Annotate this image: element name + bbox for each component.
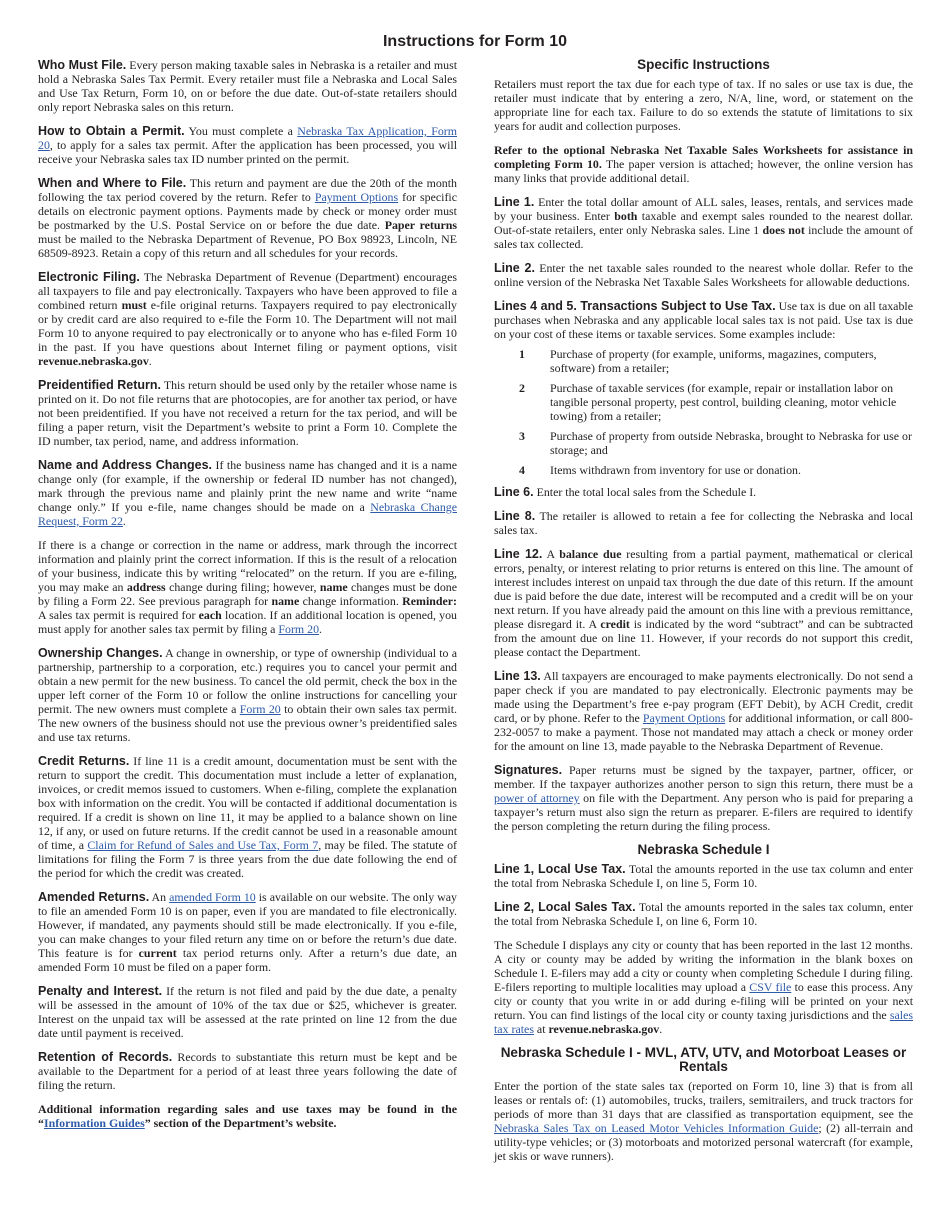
power-of-attorney-link[interactable]: power of attorney [494,791,580,805]
credit-returns: Credit Returns. If line 11 is a credit amount, documentation must be sent with the return to support the credit. This documentation must include a letter of explanation, invoices, or credit memos issued to customers. When e-filing, complete the explanation box with information on the credit. You will be contacted if additional documentation is required. If a credit is shown on line 11, it may be applied to a balance shown on line 12, if any, or used on future returns. If the credit cannot be used in a reasonable amount of time, a Claim for Refund of Sales and Use Tax, Form 7, may be filed. The statute of limitations for filing the Form 7 is three years from the due date following the end of the period for which the credit was created. [38,754,458,880]
schedule-i-heading: Nebraska Schedule I [637,842,770,857]
line-heading: Lines 4 and 5. Transactions Subject to Use Tax. [494,299,776,313]
line-2: Line 2. Enter the net taxable sales rounded to the nearest whole dollar. Refer to the online version of the Nebraska Net Taxable Sales Worksheets for allowable deductions. [494,261,913,289]
specific-instructions-heading: Specific Instructions [637,57,770,72]
section-heading: When and Where to File. [38,176,187,190]
address-change-details: If there is a change or correction in the name or address, mark through the incorrect information and plainly print the correct information. If this is the result of a relocation of your business, indicate this by writing “relocated” on the return. If you are e-filing, you may make an address change during filing; however, name changes must be done by filing a Form 22. See previous paragraph for name change information. Reminder: A sales tax permit is required for each location. If an additional location is opened, you must apply for another sales tax permit by filing a Form 20. [38,538,458,636]
form-20-application-link[interactable]: Nebraska Tax Application, Form 20 [38,124,457,152]
form-7-link[interactable]: Claim for Refund of Sales and Use Tax, Form 7 [87,838,319,852]
section-heading: Retention of Records. [38,1050,173,1064]
line-heading: Line 1. [494,195,535,209]
csv-file-link[interactable]: CSV file [749,980,792,994]
local-sales-tax: Line 2, Local Sales Tax. Total the amounts reported in the sales tax column, enter the total from Nebraska Schedule I, on line 6, Form 10. [494,900,913,928]
line-heading: Line 13. [494,669,541,683]
list-item: 1 Purchase of property (for example, uniforms, magazines, computers, software) from a retailer; [519,347,877,375]
who-must-file: Who Must File. Every person making taxable sales in Nebraska is a retailer and must hold a Nebraska Sales Tax Permit. Every retailer must file a Nebraska and Local Sales and Use Tax Return, Form 10, on or before the due date. Out-of-state retailers should only report Nebraska sales on this return. [38,58,458,114]
page-title: Instructions for Form 10 [382,33,568,50]
use-tax-examples-list [494,347,913,477]
line-13: Line 13. All taxpayers are encouraged to make payments electronically. Do not send a paper check if you are mandated to pay electronically. Electronic payments may be made using the Department’s free e-pay program (EFT Debit), by ACH Credit, credit card, or by phone. Refer to the Payment Options for additional information, or call 800-232-0057 to make a payment. Those not mandated may attach a check or money order for the amount on line 13, made payable to the Nebraska Department of Revenue. [494,669,914,753]
local-use-tax: Line 1, Local Use Tax. Total the amounts reported in the use tax column and enter the total from Nebraska Schedule I, on line 5, Form 10. [494,862,913,890]
section-heading: Credit Returns. [38,754,130,768]
line-heading: Line 8. [494,509,536,523]
line-6: Line 6. Enter the total local sales from the Schedule I. [494,485,757,499]
section-heading: How to Obtain a Permit. [38,124,185,138]
form-20-link[interactable]: Form 20 [239,702,281,716]
form-20-link[interactable]: Form 20 [278,622,320,636]
line-12: Line 12. A balance due resulting from a partial payment, mathematical or clerical errors, penalty, or interest relating to prior returns is entered on this line. The amount of interest includes interest on unpaid tax through the due date of this return. If the amount due is paid before the due date, interest will be recomputed and a credit will be on your next return. If you have already paid the amount on this line with a previous remittance, please disregard it. A credit is indicated by the word “subtract” and can be subtracted from the amount due on line 11. However, if your records do not support this credit, please contact the Department. [494,547,913,659]
line-heading: Line 6. [494,485,534,499]
electronic-filing: Electronic Filing. The Nebraska Department of Revenue (Department) encourages all taxpayers to file and pay electronically. Taxpayers who have been approved to file a combined return must e-file original returns. Taxpayers required to pay electronically or by credit card are also required to e-file the Form 10. The Department will not mail Form 10 to anyone required to pay electronically or to anyone who has e-filed Form 10 in the past. If you have questions about Internet filing or payment options, visit revenue.nebraska.gov. [38,270,458,368]
section-heading: Penalty and Interest. [38,984,163,998]
name-address-changes: Name and Address Changes. If the business name has changed and it is a name change only (for example, if the ownership or federal ID number has not changed), mark through the previous name and plainly print the new name and write “name change only.” If you e-file, name changes should be made on a Nebraska Change Request, Form 22. [38,458,457,528]
worksheet-reference: Refer to the optional Nebraska Net Taxable Sales Worksheets for assistance in completing Form 10. The paper version is attached; however, the online version has many links that provide additional detail. [494,143,913,185]
list-item: 2 Purchase of taxable services (for example, repair or installation labor on tangible personal property, pest control, building cleaning, motor vehicle towing) from a retailer; [519,381,897,423]
section-heading: Who Must File. [38,58,127,72]
line-heading: Line 12. [494,547,543,561]
section-heading: Preidentified Return. [38,378,162,392]
information-guides-link[interactable]: Information Guides [43,1116,145,1130]
lines-4-and-5: Lines 4 and 5. Transactions Subject to Use Tax. Use tax is due on all taxable purchases when Nebraska and any applicable local sales tax is not paid. Use tax is due on your cost of these items or taxable services. Some examples include: [494,299,913,341]
form-22-link[interactable]: Nebraska Change Request, Form 22 [38,500,457,528]
specific-instructions: Retailers must report the tax due for each type of tax. If no sales or use tax is due, the retailer must indicate that by entering a zero, N/A, line, word, or statement on the appropriate line for each tax. Failure to do so extends the statute of limitations to six years for audit and collection purposes. [494,77,913,133]
sales-tax-rates-link[interactable]: sales tax rates [494,1008,913,1036]
leased-motor-vehicles-guide-link[interactable]: Nebraska Sales Tax on Leased Motor Vehicles Information Guide [494,1121,819,1135]
list-item: 4 Items withdrawn from inventory for use or donation. [519,463,801,477]
obtain-permit: How to Obtain a Permit. You must complete a Nebraska Tax Application, Form 20, to apply for a sales tax permit. After the application has been processed, you will receive your Nebraska sales tax ID number printed on the permit. [38,124,457,166]
line-heading: Line 1, Local Use Tax. [494,862,626,876]
additional-information: Additional information regarding sales and use taxes may be found in the “Information Guides” section of the Department’s website. [38,1102,457,1130]
section-heading: Amended Returns. [38,890,150,904]
when-where-to-file: When and Where to File. This return and payment are due the 20th of the month following the tax period covered by the return. Refer to Payment Options for specific details on electronic payment options. Payments made by check or money order must be postmarked by the U.S. Postal Service on or before the due date. Paper returns must be mailed to the Nebraska Department of Revenue, PO Box 98923, Lincoln, NE 68509-8923. Retain a copy of this return and all schedules for your records. [38,176,457,260]
payment-options-link[interactable]: Payment Options [642,711,726,725]
section-heading: Name and Address Changes. [38,458,213,472]
line-heading: Line 2. [494,261,535,275]
preidentified-return: Preidentified Return. This return should be used only by the retailer whose name is printed on it. Do not file returns that are photocopies, are for another tax period, or have not been preidentified. If you have not received a return for the tax period, and will be filing a paper return, visit the Department’s website to print a Form 10. Complete the ID number, tax period, name, and address information. [38,378,457,448]
section-heading: Signatures. [494,763,563,777]
right-column [494,58,913,1173]
schedule-i-display: The Schedule I displays any city or county that has been reported in the last 12 months. A city or county may be added by writing the information in the blank boxes on Schedule I. E-filers may add a city or county when completing Schedule I during filing. E-filers reporting to multiple localities may upload a CSV file to ease this process. Any city or county that you write in or add during e-filing will be printed on your next return. You can find listings of the local city or county taxing jurisdictions and the sales tax rates at revenue.nebraska.gov. [494,938,914,1036]
left-column [38,58,457,1140]
mvl-instructions: Enter the portion of the state sales tax (reported on Form 10, line 3) that is from all leases or rentals of: (1) automobiles, trucks, trailers, semitrailers, and truck tractors for periods of more than 31 days that are classified as transportation equipment, see the Nebraska Sales Tax on Leased Motor Vehicles Information Guide; (2) all-terrain and utility-type vehicles; or (3) motorboats and motorized personal watercraft (for example, jet skis or wave runners). [494,1079,913,1163]
amended-form-10-link[interactable]: amended Form 10 [169,890,256,904]
list-item: 3 Purchase of property from outside Nebraska, brought to Nebraska for use or storage; and [519,429,912,457]
payment-options-link[interactable]: Payment Options [314,190,399,204]
penalty-interest: Penalty and Interest. If the return is not filed and paid by the due date, a penalty will be assessed in the amount of 10% of the tax due or $25, whichever is greater. Interest on the unpaid tax will be assessed at the rate printed on line 12 from the due date until payment is received. [38,984,457,1040]
section-heading: Electronic Filing. [38,270,140,284]
retention-of-records: Retention of Records. Records to substantiate this return must be kept and be available to the Department for a period of at least three years following the date of filing the return. [38,1050,457,1092]
line-8: Line 8. The retailer is allowed to retain a fee for collecting the Nebraska and local sales tax. [494,509,914,537]
line-1: Line 1. Enter the total dollar amount of ALL sales, leases, rentals, and services made by your business. Enter both taxable and exempt sales rounded to the nearest dollar. Out-of-state retailers, enter only Nebraska sales. Line 1 does not include the amount of sales tax collected. [494,195,913,251]
mvl-heading: Nebraska Schedule I - MVL, ATV, UTV, and Motorboat Leases or Rentals [500,1045,907,1074]
ownership-changes: Ownership Changes. A change in ownership, or type of ownership (individual to a partnership, partnership to a corporation, etc.) requires you to cancel your permit and obtain a new permit for the new business. To cancel the old permit, check the box in the upper left corner of the Form 10 or follow the online instructions for cancelling your permit. The new owners must complete a Form 20 to obtain their own sales tax permit. The new owners of the business should not use the previous owner’s preidentified sales and use tax returns. [38,646,457,744]
line-heading: Line 2, Local Sales Tax. [494,900,636,914]
amended-returns: Amended Returns. An amended Form 10 is available on our website. The only way to file an amended Form 10 is on paper, even if you are mandated to file electronically. However, if mandated, any payments should still be made electronically. If you e-file, you can make changes to your filed return any time on or before the return’s due date. This feature is for current tax period returns only. After a return’s due date, an amended Form 10 must be filed on a paper form. [38,890,458,974]
signatures: Signatures. Paper returns must be signed by the taxpayer, partner, officer, or member. If the taxpayer authorizes another person to sign this return, there must be a power of attorney on file with the Department. Any person who is paid for preparing a taxpayer’s return must also sign the return as preparer. E-filers are required to identify the person completing the return during the filing process. [494,763,913,833]
section-heading: Ownership Changes. [38,646,163,660]
